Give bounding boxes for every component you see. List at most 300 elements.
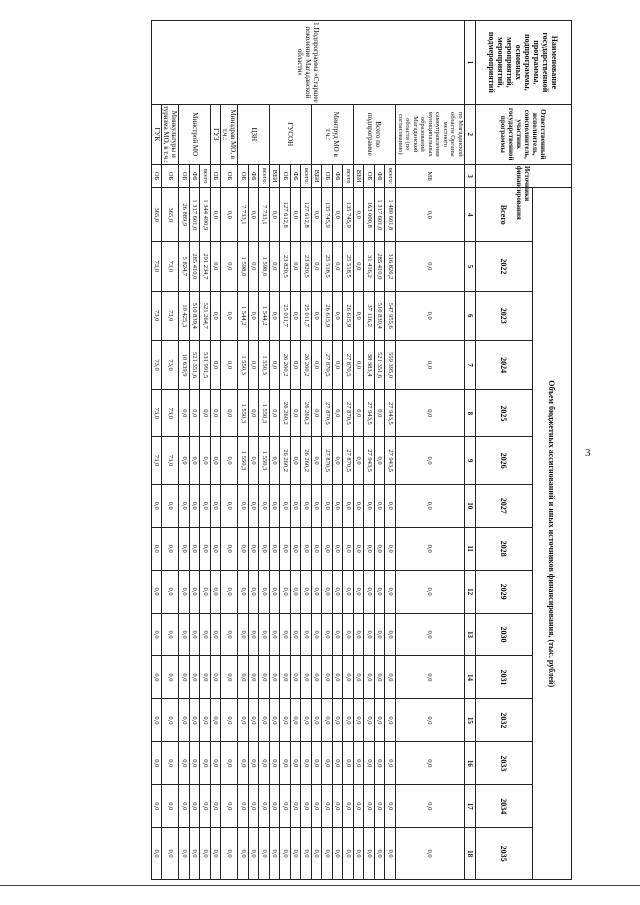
value-cell: 26 615,9	[322, 291, 333, 340]
value-cell: 0,0	[333, 242, 344, 291]
total-cell: 0,0	[333, 188, 344, 242]
value-cell: 0,0	[354, 340, 365, 389]
value-cell: 0,0	[190, 484, 201, 527]
value-cell: 0,0	[396, 242, 465, 291]
value-cell: 0,0	[179, 390, 190, 437]
header-total: Всего	[476, 188, 533, 242]
value-cell: 0,0	[375, 613, 386, 656]
value-cell: 0,0	[343, 785, 354, 828]
header-column-number: 12	[465, 570, 476, 613]
total-cell: 135 745,9	[343, 188, 354, 242]
value-cell: 0,0	[354, 742, 365, 785]
value-cell: 0,0	[364, 527, 375, 570]
header-column-number: 4	[465, 188, 476, 242]
value-cell: 0,0	[238, 742, 249, 785]
value-cell: 0,0	[270, 570, 281, 613]
value-cell: 0,0	[200, 656, 211, 699]
value-cell: 285 410,0	[190, 242, 201, 291]
value-cell: 0,0	[375, 527, 386, 570]
source-cell: ОБ	[322, 164, 333, 188]
value-cell: 0,0	[396, 570, 465, 613]
header-column-number: 10	[465, 484, 476, 527]
value-cell: 0,0	[301, 570, 312, 613]
header-column-number: 5	[465, 242, 476, 291]
value-cell: 0,0	[375, 699, 386, 742]
value-cell: 73,0	[152, 242, 163, 291]
value-cell: 0,0	[312, 699, 323, 742]
total-cell: 135 745,9	[322, 188, 333, 242]
actor-cell: Минкультуры и туризма МО, в т.ч.:	[162, 105, 179, 163]
value-cell: 0,0	[354, 699, 365, 742]
header-column-number: 7	[465, 340, 476, 389]
value-cell: 0,0	[211, 699, 222, 742]
value-cell: 26 260,2	[280, 390, 291, 437]
subprogram-name: 1.Подпрограмма «Старшее поколение Магаданской области»	[152, 21, 465, 105]
source-cell: ОБ	[364, 164, 375, 188]
value-cell: 0,0	[312, 242, 323, 291]
table-row	[200, 21, 211, 880]
header-year: 2028	[476, 527, 533, 570]
value-cell: 27 870,5	[322, 340, 333, 389]
table-row	[162, 21, 179, 880]
value-cell: 0,0	[179, 742, 190, 785]
value-cell: 285 410,0	[375, 242, 386, 291]
value-cell: 0,0	[322, 527, 333, 570]
value-cell: 0,0	[259, 527, 270, 570]
value-cell: 0,0	[343, 527, 354, 570]
source-cell: ВБИ	[312, 164, 323, 188]
value-cell: 0,0	[312, 340, 323, 389]
value-cell: 0,0	[385, 699, 396, 742]
value-cell: 0,0	[343, 613, 354, 656]
header-year: 2025	[476, 390, 533, 437]
value-cell: 27 943,5	[385, 390, 396, 437]
value-cell: 0,0	[291, 437, 302, 484]
value-cell: 0,0	[211, 613, 222, 656]
value-cell: 0,0	[211, 390, 222, 437]
value-cell: 0,0	[291, 527, 302, 570]
value-cell: 521 264,7	[200, 291, 211, 340]
value-cell: 0,0	[333, 390, 344, 437]
value-cell: 38 383,4	[364, 340, 375, 389]
value-cell: 0,0	[333, 656, 344, 699]
value-cell: 0,0	[200, 785, 211, 828]
value-cell: 1 544,2	[238, 291, 249, 340]
total-cell: 365,0	[162, 188, 179, 242]
source-cell: ФБ	[375, 164, 386, 188]
value-cell: 0,0	[190, 613, 201, 656]
header-year: 2023	[476, 291, 533, 340]
value-cell: 0,0	[221, 570, 238, 613]
value-cell: 0,0	[270, 291, 281, 340]
value-cell: 0,0	[152, 484, 163, 527]
value-cell: 0,0	[396, 437, 465, 484]
value-cell: 0,0	[291, 742, 302, 785]
value-cell: 0,0	[211, 570, 222, 613]
value-cell: 25 011,7	[280, 291, 291, 340]
value-cell: 0,0	[354, 656, 365, 699]
value-cell: 0,0	[364, 613, 375, 656]
value-cell: 0,0	[221, 828, 238, 880]
value-cell: 0,0	[249, 340, 260, 389]
value-cell: 510 839,4	[375, 291, 386, 340]
value-cell: 0,0	[200, 390, 211, 437]
source-cell: ФБ	[291, 164, 302, 188]
value-cell: 0,0	[291, 656, 302, 699]
source-cell: ВБИ	[270, 164, 281, 188]
value-cell: 0,0	[291, 340, 302, 389]
value-cell: 0,0	[249, 613, 260, 656]
value-cell: 0,0	[211, 828, 222, 880]
value-cell: 0,0	[190, 828, 201, 880]
rotated-table-container	[62, 20, 572, 880]
value-cell: 0,0	[312, 437, 323, 484]
header-column-number: 14	[465, 656, 476, 699]
value-cell: 0,0	[280, 527, 291, 570]
value-cell: 0,0	[259, 699, 270, 742]
value-cell: 0,0	[238, 828, 249, 880]
source-cell: ОБ	[221, 164, 238, 188]
value-cell: 0,0	[152, 785, 163, 828]
value-cell: 0,0	[301, 699, 312, 742]
actor-cell: ЦЗН	[238, 104, 270, 164]
value-cell: 0,0	[291, 242, 302, 291]
value-cell: 0,0	[333, 570, 344, 613]
actor-cell: по Магаданской области Органы местного самоуправления муниципальных образований Магаданской области (по согласованию)	[396, 104, 465, 164]
value-cell: 0,0	[322, 656, 333, 699]
value-cell: 0,0	[322, 785, 333, 828]
value-cell: 0,0	[396, 613, 465, 656]
value-cell: 0,0	[162, 656, 179, 699]
value-cell: 0,0	[291, 570, 302, 613]
value-cell: 0,0	[238, 613, 249, 656]
value-cell: 0,0	[280, 656, 291, 699]
value-cell: 0,0	[221, 340, 238, 389]
value-cell: 0,0	[280, 484, 291, 527]
value-cell: 0,0	[179, 785, 190, 828]
header-column-number: 9	[465, 437, 476, 484]
header-source: Источники финансирования	[476, 164, 572, 188]
value-cell: 0,0	[162, 527, 179, 570]
value-cell: 0,0	[364, 828, 375, 880]
value-cell: 0,0	[354, 242, 365, 291]
value-cell: 0,0	[249, 570, 260, 613]
total-cell: 127 612,8	[301, 188, 312, 242]
value-cell: 0,0	[270, 437, 281, 484]
value-cell: 0,0	[270, 484, 281, 527]
value-cell: 23 820,5	[301, 242, 312, 291]
value-cell: 0,0	[333, 340, 344, 389]
total-cell: 1 317 601,0	[190, 188, 201, 242]
value-cell: 0,0	[190, 437, 201, 484]
total-cell: 26 889,9	[179, 188, 190, 242]
value-cell: 27 870,5	[322, 390, 333, 437]
value-cell: 0,0	[211, 291, 222, 340]
value-cell: 0,0	[249, 699, 260, 742]
value-cell: 0,0	[312, 656, 323, 699]
value-cell: 0,0	[322, 484, 333, 527]
value-cell: 0,0	[322, 613, 333, 656]
value-cell: 0,0	[221, 242, 238, 291]
value-cell: 0,0	[270, 527, 281, 570]
value-cell: 0,0	[333, 613, 344, 656]
value-cell: 27 870,5	[343, 437, 354, 484]
actor-cell: Минтруд МО в т.ч.:	[312, 104, 354, 164]
value-cell: 0,0	[280, 699, 291, 742]
header-column-number: 13	[465, 613, 476, 656]
value-cell: 0,0	[211, 656, 222, 699]
value-cell: 0,0	[152, 656, 163, 699]
value-cell: 27 943,5	[364, 390, 375, 437]
value-cell: 0,0	[301, 742, 312, 785]
value-cell: 0,0	[200, 484, 211, 527]
value-cell: 0,0	[322, 699, 333, 742]
value-cell: 0,0	[249, 828, 260, 880]
value-cell: 0,0	[301, 656, 312, 699]
value-cell: 0,0	[364, 699, 375, 742]
value-cell: 0,0	[162, 699, 179, 742]
total-cell: 365,0	[152, 188, 163, 242]
value-cell: 0,0	[221, 656, 238, 699]
value-cell: 25 518,5	[343, 242, 354, 291]
value-cell: 0,0	[270, 613, 281, 656]
value-cell: 0,0	[291, 484, 302, 527]
value-cell: 0,0	[200, 570, 211, 613]
source-cell: ФБ	[249, 164, 260, 188]
actor-cell: ГУСОН	[270, 104, 312, 164]
value-cell: 0,0	[385, 742, 396, 785]
value-cell: 0,0	[301, 484, 312, 527]
value-cell: 0,0	[211, 484, 222, 527]
value-cell: 27 870,5	[322, 437, 333, 484]
value-cell: 0,0	[270, 742, 281, 785]
value-cell: 0,0	[385, 613, 396, 656]
value-cell: 1 550,3	[259, 437, 270, 484]
value-cell: 0,0	[221, 785, 238, 828]
value-cell: 0,0	[291, 785, 302, 828]
value-cell: 0,0	[322, 742, 333, 785]
actor-cell: Минздрав МО, в т.ч.:	[221, 104, 238, 164]
value-cell: 0,0	[312, 570, 323, 613]
total-cell: 0,0	[291, 188, 302, 242]
value-cell: 0,0	[333, 828, 344, 880]
value-cell: 0,0	[301, 613, 312, 656]
value-cell: 0,0	[211, 242, 222, 291]
value-cell: 0,0	[396, 390, 465, 437]
value-cell: 0,0	[221, 437, 238, 484]
value-cell: 0,0	[343, 699, 354, 742]
source-cell: ОБ	[238, 164, 249, 188]
value-cell: 0,0	[221, 613, 238, 656]
value-cell: 0,0	[354, 527, 365, 570]
value-cell: 0,0	[238, 699, 249, 742]
value-cell: 0,0	[312, 390, 323, 437]
value-cell: 0,0	[280, 570, 291, 613]
actor-cell: ГУЗ	[211, 104, 222, 164]
value-cell: 0,0	[333, 742, 344, 785]
value-cell: 0,0	[354, 484, 365, 527]
table-row	[259, 21, 270, 880]
page-number: 3	[585, 447, 591, 459]
value-cell: 0,0	[200, 613, 211, 656]
header-column-number: 6	[465, 291, 476, 340]
value-cell: 23 820,5	[280, 242, 291, 291]
table-row	[385, 21, 396, 880]
value-cell: 510 839,4	[190, 291, 201, 340]
value-cell: 0,0	[312, 527, 323, 570]
total-cell: 0,0	[211, 188, 222, 242]
total-cell: 127 612,8	[280, 188, 291, 242]
value-cell: 0,0	[162, 484, 179, 527]
total-cell: 163 000,8	[364, 188, 375, 242]
value-cell: 1 550,3	[238, 340, 249, 389]
value-cell: 0,0	[162, 613, 179, 656]
header-column-number: 3	[465, 164, 476, 188]
value-cell: 0,0	[364, 742, 375, 785]
value-cell: 1 550,3	[259, 390, 270, 437]
value-cell: 27 943,5	[385, 437, 396, 484]
value-cell: 0,0	[238, 570, 249, 613]
value-cell: 0,0	[375, 484, 386, 527]
value-cell: 0,0	[190, 656, 201, 699]
value-cell: 521 351,6	[190, 340, 201, 389]
value-cell: 0,0	[343, 828, 354, 880]
value-cell: 0,0	[249, 390, 260, 437]
value-cell: 1 550,3	[259, 340, 270, 389]
table-row	[301, 21, 312, 880]
value-cell: 0,0	[291, 613, 302, 656]
value-cell: 0,0	[364, 570, 375, 613]
value-cell: 0,0	[179, 437, 190, 484]
value-cell: 0,0	[238, 484, 249, 527]
value-cell: 0,0	[211, 742, 222, 785]
value-cell: 0,0	[162, 742, 179, 785]
table-row	[221, 21, 238, 880]
value-cell: 27 870,5	[343, 390, 354, 437]
value-cell: 531 991,5	[200, 340, 211, 389]
value-cell: 0,0	[200, 828, 211, 880]
header-year: 2026	[476, 437, 533, 484]
value-cell: 0,0	[190, 390, 201, 437]
value-cell: 0,0	[190, 699, 201, 742]
value-cell: 0,0	[179, 699, 190, 742]
header-year: 2033	[476, 742, 533, 785]
value-cell: 73,0	[152, 390, 163, 437]
value-cell: 0,0	[343, 742, 354, 785]
value-cell: 0,0	[221, 390, 238, 437]
total-cell: 0,0	[396, 188, 465, 242]
value-cell: 0,0	[152, 699, 163, 742]
value-cell: 27 870,5	[343, 340, 354, 389]
value-cell: 26 260,2	[280, 437, 291, 484]
financing-table	[151, 20, 572, 880]
value-cell: 0,0	[312, 291, 323, 340]
value-cell: 0,0	[211, 437, 222, 484]
value-cell: 0,0	[375, 656, 386, 699]
source-cell: всего	[200, 164, 211, 188]
value-cell: 291 234,7	[200, 242, 211, 291]
value-cell: 0,0	[354, 828, 365, 880]
total-cell: 1 317 601,0	[375, 188, 386, 242]
header-column-number: 15	[465, 699, 476, 742]
value-cell: 0,0	[179, 570, 190, 613]
value-cell: 0,0	[343, 484, 354, 527]
value-cell: 0,0	[249, 291, 260, 340]
value-cell: 0,0	[280, 785, 291, 828]
value-cell: 0,0	[375, 437, 386, 484]
value-cell: 0,0	[152, 527, 163, 570]
header-column-number: 17	[465, 785, 476, 828]
value-cell: 0,0	[354, 291, 365, 340]
value-cell: 0,0	[259, 785, 270, 828]
header-column-number: 1	[465, 21, 476, 105]
total-cell: 0,0	[221, 188, 238, 242]
value-cell: 0,0	[396, 656, 465, 699]
value-cell: 0,0	[270, 828, 281, 880]
value-cell: 559 395,0	[385, 340, 396, 389]
value-cell: 0,0	[291, 291, 302, 340]
source-cell: всего:	[385, 164, 396, 188]
value-cell: 26 260,2	[301, 340, 312, 389]
value-cell: 0,0	[152, 613, 163, 656]
value-cell: 0,0	[364, 785, 375, 828]
value-cell: 0,0	[333, 527, 344, 570]
value-cell: 0,0	[291, 828, 302, 880]
value-cell: 26 260,2	[301, 437, 312, 484]
value-cell: 547 955,6	[385, 291, 396, 340]
value-cell: 0,0	[280, 613, 291, 656]
source-cell: ВБИ	[354, 164, 365, 188]
value-cell: 0,0	[312, 828, 323, 880]
value-cell: 0,0	[221, 742, 238, 785]
value-cell: 0,0	[238, 656, 249, 699]
value-cell: 0,0	[249, 484, 260, 527]
value-cell: 0,0	[238, 785, 249, 828]
value-cell: 0,0	[249, 785, 260, 828]
value-cell: 0,0	[333, 699, 344, 742]
value-cell: 1 550,3	[238, 390, 249, 437]
header-column-number: 8	[465, 390, 476, 437]
header-year: 2030	[476, 613, 533, 656]
value-cell: 0,0	[162, 828, 179, 880]
value-cell: 73,0	[152, 291, 163, 340]
value-cell: 0,0	[396, 785, 465, 828]
value-cell: 0,0	[354, 570, 365, 613]
value-cell: 73,0	[162, 242, 179, 291]
value-cell: 0,0	[211, 527, 222, 570]
value-cell: 1 598,0	[259, 242, 270, 291]
value-cell: 0,0	[259, 656, 270, 699]
total-cell: 1 480 601,8	[385, 188, 396, 242]
value-cell: 0,0	[364, 484, 375, 527]
value-cell: 0,0	[179, 527, 190, 570]
value-cell: 0,0	[259, 484, 270, 527]
source-cell: всего:	[259, 164, 270, 188]
header-column-number: 2	[465, 104, 476, 164]
total-cell: 1 344 490,9	[200, 188, 211, 242]
value-cell: 0,0	[375, 742, 386, 785]
value-cell: 0,0	[179, 613, 190, 656]
value-cell: 0,0	[385, 656, 396, 699]
bottom-rule	[0, 885, 640, 886]
value-cell: 0,0	[190, 785, 201, 828]
value-cell: 0,0	[301, 828, 312, 880]
value-cell: 0,0	[385, 828, 396, 880]
table-row	[343, 21, 354, 880]
header-year: 2035	[476, 828, 533, 880]
value-cell: 0,0	[312, 742, 323, 785]
value-cell: 73,0	[152, 340, 163, 389]
